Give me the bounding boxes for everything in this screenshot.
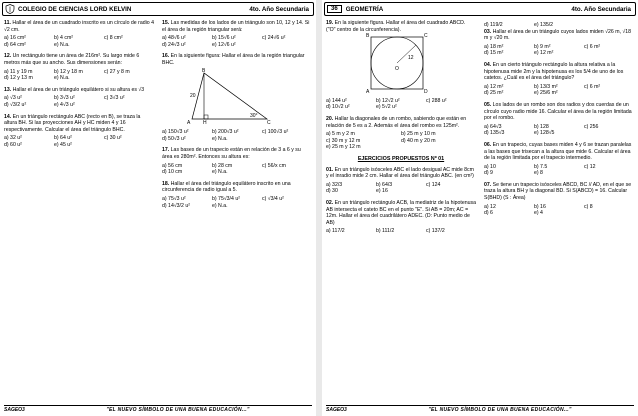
- option: c) 256: [584, 123, 599, 130]
- option: d) 60 u²: [4, 141, 22, 148]
- radius-label: 12: [408, 55, 414, 62]
- side-label: 20: [190, 92, 196, 99]
- option: b) 16: [534, 203, 546, 210]
- option: d) 14√3/2 u²: [162, 202, 190, 209]
- grade-label: 4to. Año Secundaria: [249, 5, 309, 13]
- right-header: [324, 2, 636, 16]
- question-text: Hallar el área del triángulo equilátero inscrito en una circunferencia de radio igual a 5.: [162, 180, 291, 194]
- option: b) 13/3 m²: [534, 83, 558, 90]
- option: b) 64 u²: [54, 135, 72, 142]
- question-text: Hallar el área de un cuadrado inscrito es un círculo de radio 4 √2 cm.: [4, 20, 154, 33]
- question-15: 15. Las medidas de los lados de un triángulo son 10, 12 y 14. Si el área de la región triangular será: a) 48√6 u² b) 15√6 u² c) 24√6 u² d) 24√3 u² e) 12√6 u²: [162, 20, 312, 48]
- question-text: En la siguiente figura. Hallar el área del cuadrado ABCD. ("O" centro de la circunferencia).: [326, 20, 466, 33]
- option: c) 8 cm²: [104, 35, 123, 42]
- option: d) 24√3 u²: [162, 41, 186, 48]
- option: c) 137/2: [426, 228, 445, 235]
- option: e) 4√3 u²: [54, 101, 75, 108]
- option: b) 12√2 u²: [376, 97, 400, 104]
- option: e) 8: [534, 170, 543, 177]
- option: c) 100√3 u²: [262, 129, 289, 136]
- option: d) 30: [326, 188, 338, 195]
- question-11: 11. Hallar el área de un cuadrado inscrito es un círculo de radio 4 √2 cm. a) 16 cm² b) 4 cm² c) 8 cm² d) 64 cm² e) N.a.: [4, 20, 154, 48]
- question-02: 02. En un triángulo rectángulo ACB, la mediatriz de la hipotenusa AB intersecta el cateto BC en el punto "E". Si AB = 20m; AC = 12m. Hallar el área del cuadrilátero ADEC. (D: Punto medio de AB) a) 117/2 b) 111/2 c) 137/2: [326, 199, 476, 235]
- option: e) 128√5: [534, 130, 555, 137]
- option: e) N.a.: [54, 41, 70, 48]
- question-06: 06. En un trapecio, cuyas bases miden 4 y 6 se trazan paralelas a las bases que trisecan a la altura que mide 6. Calcular el área de la región limitada por el trapecio intermedio. a) 10 b) 7.5 c) 12 d) 9 e) 8: [484, 142, 634, 177]
- question-text: En un triángulo rectángulo ABC (recto en B), se traza la altura BH. Si las proyecciones AH y HC miden 4 y 16 respectivamente. Calcular el área del triángulo BHC.: [4, 113, 141, 133]
- option: c) 30 u²: [104, 135, 122, 142]
- option: c) 6 m²: [584, 43, 601, 50]
- question-text: En un cierto triángulo rectángulo la altura relativa a la hipotenusa mide 2m y la hipotenusa es los 5/4 de uno de los catetos. ¿Cuál es el área del triángulo?: [484, 61, 624, 82]
- option: b) 64/3: [376, 181, 393, 188]
- vertex-D: D: [424, 89, 428, 94]
- question-text: Las bases de un trapecio están en relación de 3 a 6 y su área es 280m². Entonces su altura es:: [162, 147, 301, 160]
- option: a) 64√3: [484, 123, 502, 130]
- option: a) 12 m²: [484, 83, 504, 90]
- question-20: 20. Hallar la diagonales de un rombo, sabiendo que están en relación de 5 es a 2. Además el área del rombo es 125m². a) 5 m y 2 m b) 25 m y 10 m c) 30 m y 12 m d) 40 m y 20 m e) 25 m y 12 m: [326, 116, 476, 151]
- option: e) 12 m²: [534, 50, 554, 57]
- question-text: Hallar el área de un triángulo equilátero si su altura es √3: [12, 86, 145, 93]
- option: a) 10: [484, 163, 496, 170]
- footer-slogan: "EL NUEVO SÍMBOLO DE UNA BUENA EDUCACIÓN...": [106, 407, 250, 413]
- option: d) 10 cm: [162, 169, 183, 176]
- option: d) 15 m²: [484, 50, 504, 57]
- option: c) 24√6 u²: [262, 35, 286, 42]
- question-12: 12. Un rectángulo tiene un área de 216m². Su largo mide 6 metros más que su ancho. Sus dimensiones serán: a) 11 y 19 m b) 12 y 18 m c) 27 y 8 m d) 12 y 13 m e) N.a.: [4, 53, 154, 81]
- option: a) 16 cm²: [4, 35, 26, 42]
- option: c) 56/x cm: [262, 162, 286, 169]
- option: e) 45 u²: [54, 141, 72, 148]
- school-name: COLEGIO DE CIENCIAS LORD KELVIN: [18, 5, 132, 13]
- option: d) 10√2 u²: [326, 104, 350, 111]
- option: a) 117/2: [326, 228, 345, 235]
- question-03: 03. Hallar el área de un triángulo cuyos lados miden √26 m, √18 m y √20 m. a) 18 m² b) 9 m² c) 6 m² d) 15 m² e) 12 m²: [484, 29, 634, 57]
- option: b) 25 m y 10 m: [401, 131, 436, 138]
- option: c) √3/4 u²: [262, 195, 284, 202]
- question-text: Los lados de un rombo son dos radios y dos cuerdas de un círculo cuyo radio mide 16. Calcular el área de la región limitada por el rombo.: [484, 101, 632, 122]
- option: e) N.a.: [212, 135, 228, 142]
- question-19: 19. En la siguiente figura. Hallar el área del cuadrado ABCD. ("O" centro de la circunferencia). B C A D O 12 a) 144 u² b) 12√2 u² c) 288 u² d) 10√2 u² e) 5√2 u²: [326, 20, 476, 111]
- option: a) √3 u²: [4, 95, 22, 102]
- option: d) 40 m y 20 m: [401, 137, 436, 144]
- option: b) 28 cm: [212, 162, 233, 169]
- question-text: Hallar la diagonales de un rombo, sabiendo que están en relación de 5 es a 2. Además el área del rombo es 125m².: [326, 115, 467, 129]
- question-text: Las medidas de los lados de un triángulo son 10, 12 y 14. Si el área de la región triangular será:: [162, 20, 310, 33]
- option: e) 25/6 m²: [534, 90, 558, 97]
- school-shield-icon: [5, 4, 15, 14]
- option: a) 56 cm: [162, 162, 183, 169]
- question-14: 14. En un triángulo rectángulo ABC (recto en B), se traza la altura BH. Si las proyecciones AH y HC miden 4 y 16 respectivamente. Calcular el área del triángulo BHC. a) 32 u² b) 64 u² c) 30 u² d) 60 u² e) 45 u²: [4, 114, 154, 149]
- option: a) 32/3: [326, 181, 343, 188]
- option: a) 11 y 19 m: [4, 68, 33, 75]
- option: e) N.a.: [54, 75, 70, 82]
- question-13: 13. Hallar el área de un triángulo equilátero si su altura es √3 a) √3 u² b) 3√3 u² c) 3√3 u² d) √3/2 u² e) 4√3 u²: [4, 87, 154, 109]
- vertex-B: B: [366, 33, 370, 40]
- left-header: [2, 2, 314, 16]
- option: b) 3√3 u²: [54, 95, 75, 102]
- vertex-C: C: [424, 33, 428, 40]
- left-column-1: [4, 20, 154, 154]
- option: e) 16: [376, 188, 388, 195]
- option: c) 6 m²: [584, 83, 601, 90]
- question-text: En un triángulo isósceles ABC el lado desigual AC mide 8cm y el inradio mide 2 cm. Hallar el área del triángulo ABC. (en cm²): [326, 166, 474, 180]
- option: d) 9: [484, 170, 493, 177]
- option: e) 12√6 u²: [212, 41, 236, 48]
- option: d) 64 cm²: [4, 41, 26, 48]
- option: a) 12: [484, 203, 496, 210]
- option: b) 4 cm²: [54, 35, 74, 42]
- left-column-2: [162, 20, 312, 214]
- option: d) 12 y 13 m: [4, 75, 33, 82]
- option: c) 124: [426, 181, 441, 188]
- angle-label: 30°: [250, 112, 258, 119]
- footer-code: SAGEO3: [4, 407, 25, 413]
- continued-options: [484, 22, 634, 29]
- question-18: 18. Hallar el área del triángulo equilátero inscrito en una circunferencia de radio igual a 5. a) 75√3 u² b) 75√3/4 u² c) √3/4 u² d) 14√3/2 u² e) N.a.: [162, 181, 312, 209]
- option: a) 32 u²: [4, 135, 22, 142]
- option: d) 135√3: [484, 130, 505, 137]
- square-circle-figure: [326, 33, 476, 93]
- option: c) 288 u²: [426, 97, 447, 104]
- vertex-A: A: [366, 89, 370, 94]
- option: b) 7.5: [534, 163, 548, 170]
- left-footer: [4, 405, 312, 413]
- option: d) 6: [484, 210, 493, 217]
- option: e) N.a.: [212, 169, 228, 176]
- option: c) 12: [584, 163, 596, 170]
- subject-title: GEOMETRÍA: [345, 5, 384, 13]
- triangle-figure: [162, 67, 312, 125]
- question-text: Se tiene un trapecio isósceles ABCD, BC // AD, en el que se traza la altura BH y la diagonal BD. Si S(ABCD) = 16. Calcular S(BHD) (S : Área): [484, 181, 632, 202]
- option: b) 75√3/4 u²: [212, 195, 240, 202]
- option: a) 150√3 u²: [162, 129, 189, 136]
- option: c) 3√3 u²: [104, 95, 125, 102]
- option: b) 12 y 18 m: [54, 68, 83, 75]
- option: a) 75√3 u²: [162, 195, 186, 202]
- option: a) 5 m y 2 m: [326, 131, 355, 138]
- option: c) 30 m y 12 m: [326, 137, 361, 144]
- footer-code: SAGEO3: [326, 407, 347, 413]
- option: b) 128: [534, 123, 549, 130]
- section-title: EJERCICIOS PROPUESTOS Nº 01: [357, 155, 445, 162]
- option: b) 9 m²: [534, 43, 551, 50]
- option: e) 135/2: [534, 22, 554, 28]
- left-page: [0, 0, 316, 416]
- question-text: En la siguiente figura: Hallar el área de la región triangular BHC.: [162, 53, 305, 66]
- option: e) N.a.: [212, 202, 228, 209]
- option: e) 25 m y 12 m: [326, 144, 361, 151]
- right-column-1: [326, 20, 476, 240]
- right-column-2: [484, 20, 634, 222]
- question-17: 17. Las bases de un trapecio están en relación de 3 a 6 y su área es 280m². Entonces su altura es: a) 56 cm b) 28 cm c) 56/x cm d) 10 cm e) N.a.: [162, 147, 312, 175]
- option: b) 200√3 u²: [212, 129, 239, 136]
- option: a) 18 m²: [484, 43, 504, 50]
- option: d) 50√3 u²: [162, 135, 186, 142]
- option: d) √3/2 u²: [4, 101, 27, 108]
- center-O: O: [395, 66, 399, 73]
- question-07: 07. Se tiene un trapecio isósceles ABCD, BC // AD, en el que se traza la altura BH y la diagonal BD. Si S(ABCD) = 16. Calcular S(BHD) (S : Área) a) 12 b) 16 c) 8 d) 6 e) 4: [484, 182, 634, 217]
- vertex-B: B: [202, 67, 206, 74]
- question-16: 16. En la siguiente figura: Hallar el área de la región triangular BHC. B A H C 20 30° a) 150√3 u² b) 200√3 u² c) 100√3 u² d) 50√3 u² e) N.a.: [162, 53, 312, 142]
- option: c) 8: [584, 203, 593, 210]
- option: e) 4: [534, 210, 543, 217]
- option: e) 5√2 u²: [376, 104, 397, 111]
- question-text: En un triángulo rectángulo ACB, la mediatriz de la hipotenusa AB intersecta el cateto BC en el punto "E". Si AB = 20m; AC = 12m. Hallar el área del cuadrilátero ADEC. (D: Punto medio de AB): [326, 199, 476, 226]
- vertex-A: A: [187, 119, 191, 125]
- question-text: Un rectángulo tiene un área de 216m². Su largo mide 6 metros más que su ancho. Sus dimensiones serán:: [4, 53, 140, 66]
- grade-label: 4to. Año Secundaria: [571, 5, 631, 13]
- option: d) 25 m²: [484, 90, 504, 97]
- right-page: [322, 0, 638, 416]
- footer-slogan: "EL NUEVO SÍMBOLO DE UNA BUENA EDUCACIÓN...": [428, 407, 572, 413]
- option: a) 144 u²: [326, 97, 347, 104]
- right-footer: [326, 405, 634, 413]
- option: c) 27 y 8 m: [104, 68, 130, 75]
- option: d) 119/2: [484, 22, 503, 28]
- question-05: 05. Los lados de un rombo son dos radios y dos cuerdas de un círculo cuyo radio mide 16. Calcular el área de la región limitada por el rombo. a) 64√3 b) 128 c) 256 d) 135√3 e) 128√5: [484, 102, 634, 137]
- page-number: 36: [327, 5, 342, 13]
- vertex-C: C: [267, 119, 271, 125]
- question-01: 01. En un triángulo isósceles ABC el lado desigual AC mide 8cm y el inradio mide 2 cm. Hallar el área del triángulo ABC. (en cm²) a) 32/3 b) 64/3 c) 124 d) 30 e) 16: [326, 167, 476, 195]
- vertex-H: H: [203, 119, 207, 125]
- option: a) 48√6 u²: [162, 35, 186, 42]
- question-04: 04. En un cierto triángulo rectángulo la altura relativa a la hipotenusa mide 2m y la hipotenusa es los 5/4 de uno de los catetos. ¿Cuál es el área del triángulo? a) 12 m² b) 13/3 m² c) 6 m² d) 25 m² e) 25/6 m²: [484, 62, 634, 97]
- option: b) 111/2: [376, 228, 395, 235]
- option: b) 15√6 u²: [212, 35, 236, 42]
- question-text: Hallar el área de un triángulo cuyos lados miden √26 m, √18 m y √20 m.: [484, 28, 632, 42]
- question-text: En un trapecio, cuyas bases miden 4 y 6 se trazan paralelas a las bases que trisecan a la altura que mide 6. Calcular el área de la región limitada por el trapecio intermedio.: [484, 141, 632, 162]
